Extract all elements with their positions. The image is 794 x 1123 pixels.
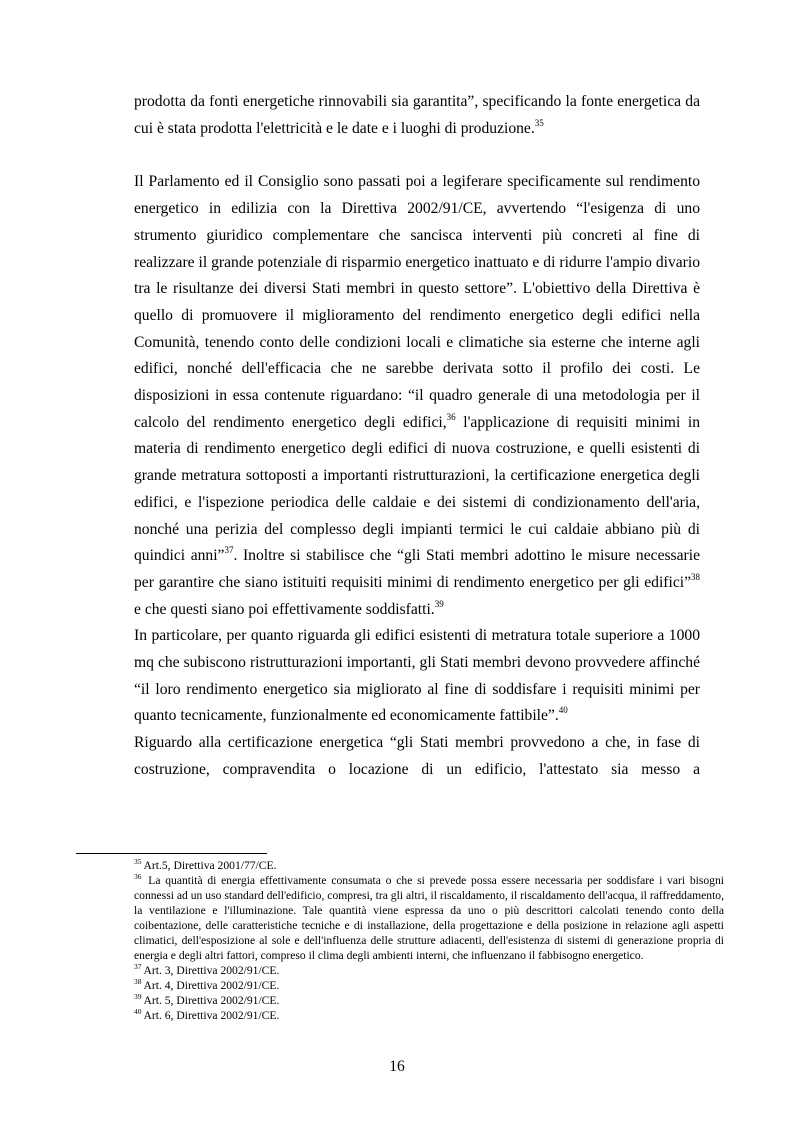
footnote-ref-36[interactable]: 36 (446, 411, 456, 422)
footnote-37 (134, 963, 724, 978)
footnote-number: 40 (134, 1007, 142, 1016)
main-text (134, 89, 700, 784)
footnote-number: 36 (134, 872, 142, 881)
footnote-number: 38 (134, 977, 142, 986)
footnote-ref-40[interactable]: 40 (558, 705, 568, 716)
footnote-39 (134, 993, 724, 1008)
paragraph-certification (134, 730, 700, 783)
footnote-text: Art. 6, Direttiva 2002/91/CE. (143, 1009, 280, 1022)
footnote-number: 39 (134, 992, 142, 1001)
footnotes (134, 858, 724, 1023)
paragraph-text: prodotta da fonti energetiche rinnovabili sia garantita”, specificando la fonte energetica da cui è stata prodotta l'elettricità e le date e i luoghi di produzione. (134, 93, 700, 137)
paragraph-text: l'applicazione di requisiti minimi in materia di rendimento energetico degli edifici di nuova costruzione, e quelli esistenti di grande metratura sottoposti a importanti ristrutturazioni, la certificazione energetica degli edifici, e l'ispezione periodica delle caldaie e dei sistemi di condizionamento dell'aria, nonché una perizia del complesso degli impianti termici le cui caldaie abbiano più di quindici anni” (134, 413, 700, 565)
paragraph-text: Riguardo alla certificazione energetica “gli Stati membri provvedono a che, in fase di costruzione, compravendita o locazione di un edificio, l'attestato sia messo a (134, 734, 700, 778)
page-number: 16 (389, 1058, 405, 1075)
footnote-number: 37 (134, 962, 142, 971)
footnote-text: La quantità di energia effettivamente consumata o che si prevede possa essere necessaria per soddisfare i vari bisogni connessi ad un uso standard dell'edificio, compresi, tra gli altri, il riscaldamento, il riscaldamento dell'acqua, il raffreddamento, la ventilazione e l'illuminazione. Tale quantità viene espressa da uno o più descrittori calcolati tenendo conto della coibentazione, delle caratteristiche tecniche e di installazione, della progettazione e della posizione in relazione agli aspetti climatici, dell'esposizione al sole e dell'influenza delle strutture adiacenti, dell'esistenza di sistemi di generazione propria di energia e degli altri fattori, compreso il clima degli ambienti interni, che influenzano il fabbisogno energetico. (134, 874, 724, 962)
footnote-divider (76, 853, 267, 854)
footnote-text: Art.5, Direttiva 2001/77/CE. (143, 859, 277, 872)
paragraph-continuation (134, 89, 700, 142)
footnote-40 (134, 1008, 724, 1023)
footnote-number: 35 (134, 857, 142, 866)
paragraph-text: In particolare, per quanto riguarda gli edifici esistenti di metratura totale superiore a 1000 mq che subiscono ristrutturazioni importanti, gli Stati membri devono provvedere affinché “il loro rendimento energetico sia migliorato al fine di soddisfare i requisiti minimi per quanto tecnicamente, funzionalmente ed economicamente fattibile”. (134, 627, 700, 725)
paragraph-text: Il Parlamento ed il Consiglio sono passati poi a legiferare specificamente sul rendimento energetico in edilizia con la Direttiva 2002/91/CE, avvertendo “l'esigenza di uno strumento giuridico complementare che sancisca interventi più concreti al fine di realizzare il grande potenziale di risparmio energetico inattuato e di ridurre l'ampio divario tra le risultanze dei diversi Stati membri in questo settore”. L'obiettivo della Direttiva è quello di promuovere il miglioramento del rendimento energetico degli edifici nella Comunità, tenendo conto delle condizioni locali e climatiche sia esterne che interne agli edifici, nonché dell'efficacia che ne sarebbe derivata sotto il profilo dei costi. Le disposizioni in essa contenute riguardano: “il quadro generale di una metodologia per il calcolo del rendimento energetico degli edifici, (134, 173, 700, 431)
footnote-ref-38[interactable]: 38 (691, 571, 700, 582)
footnote-35 (134, 858, 724, 873)
paragraph-text: e che questi siano poi effettivamente soddisfatti. (134, 600, 435, 618)
footnote-text: Art. 4, Direttiva 2002/91/CE. (143, 979, 280, 992)
footnote-text: Art. 3, Direttiva 2002/91/CE. (143, 964, 280, 977)
paragraph-existing-buildings (134, 623, 700, 730)
paragraph-directive (134, 169, 700, 623)
footnote-36 (134, 873, 724, 963)
footnote-ref-37[interactable]: 37 (224, 545, 234, 556)
footnote-38 (134, 978, 724, 993)
footnote-ref-39[interactable]: 39 (434, 598, 444, 609)
paragraph-text: . Inoltre si stabilisce che “gli Stati membri adottino le misure necessarie per garantire che siano istituiti requisiti minimi di rendimento energetico per gli edifici” (134, 547, 700, 591)
footnote-text: Art. 5, Direttiva 2002/91/CE. (143, 994, 280, 1007)
footnote-ref-35[interactable]: 35 (534, 117, 544, 128)
paragraph-gap (134, 142, 700, 169)
